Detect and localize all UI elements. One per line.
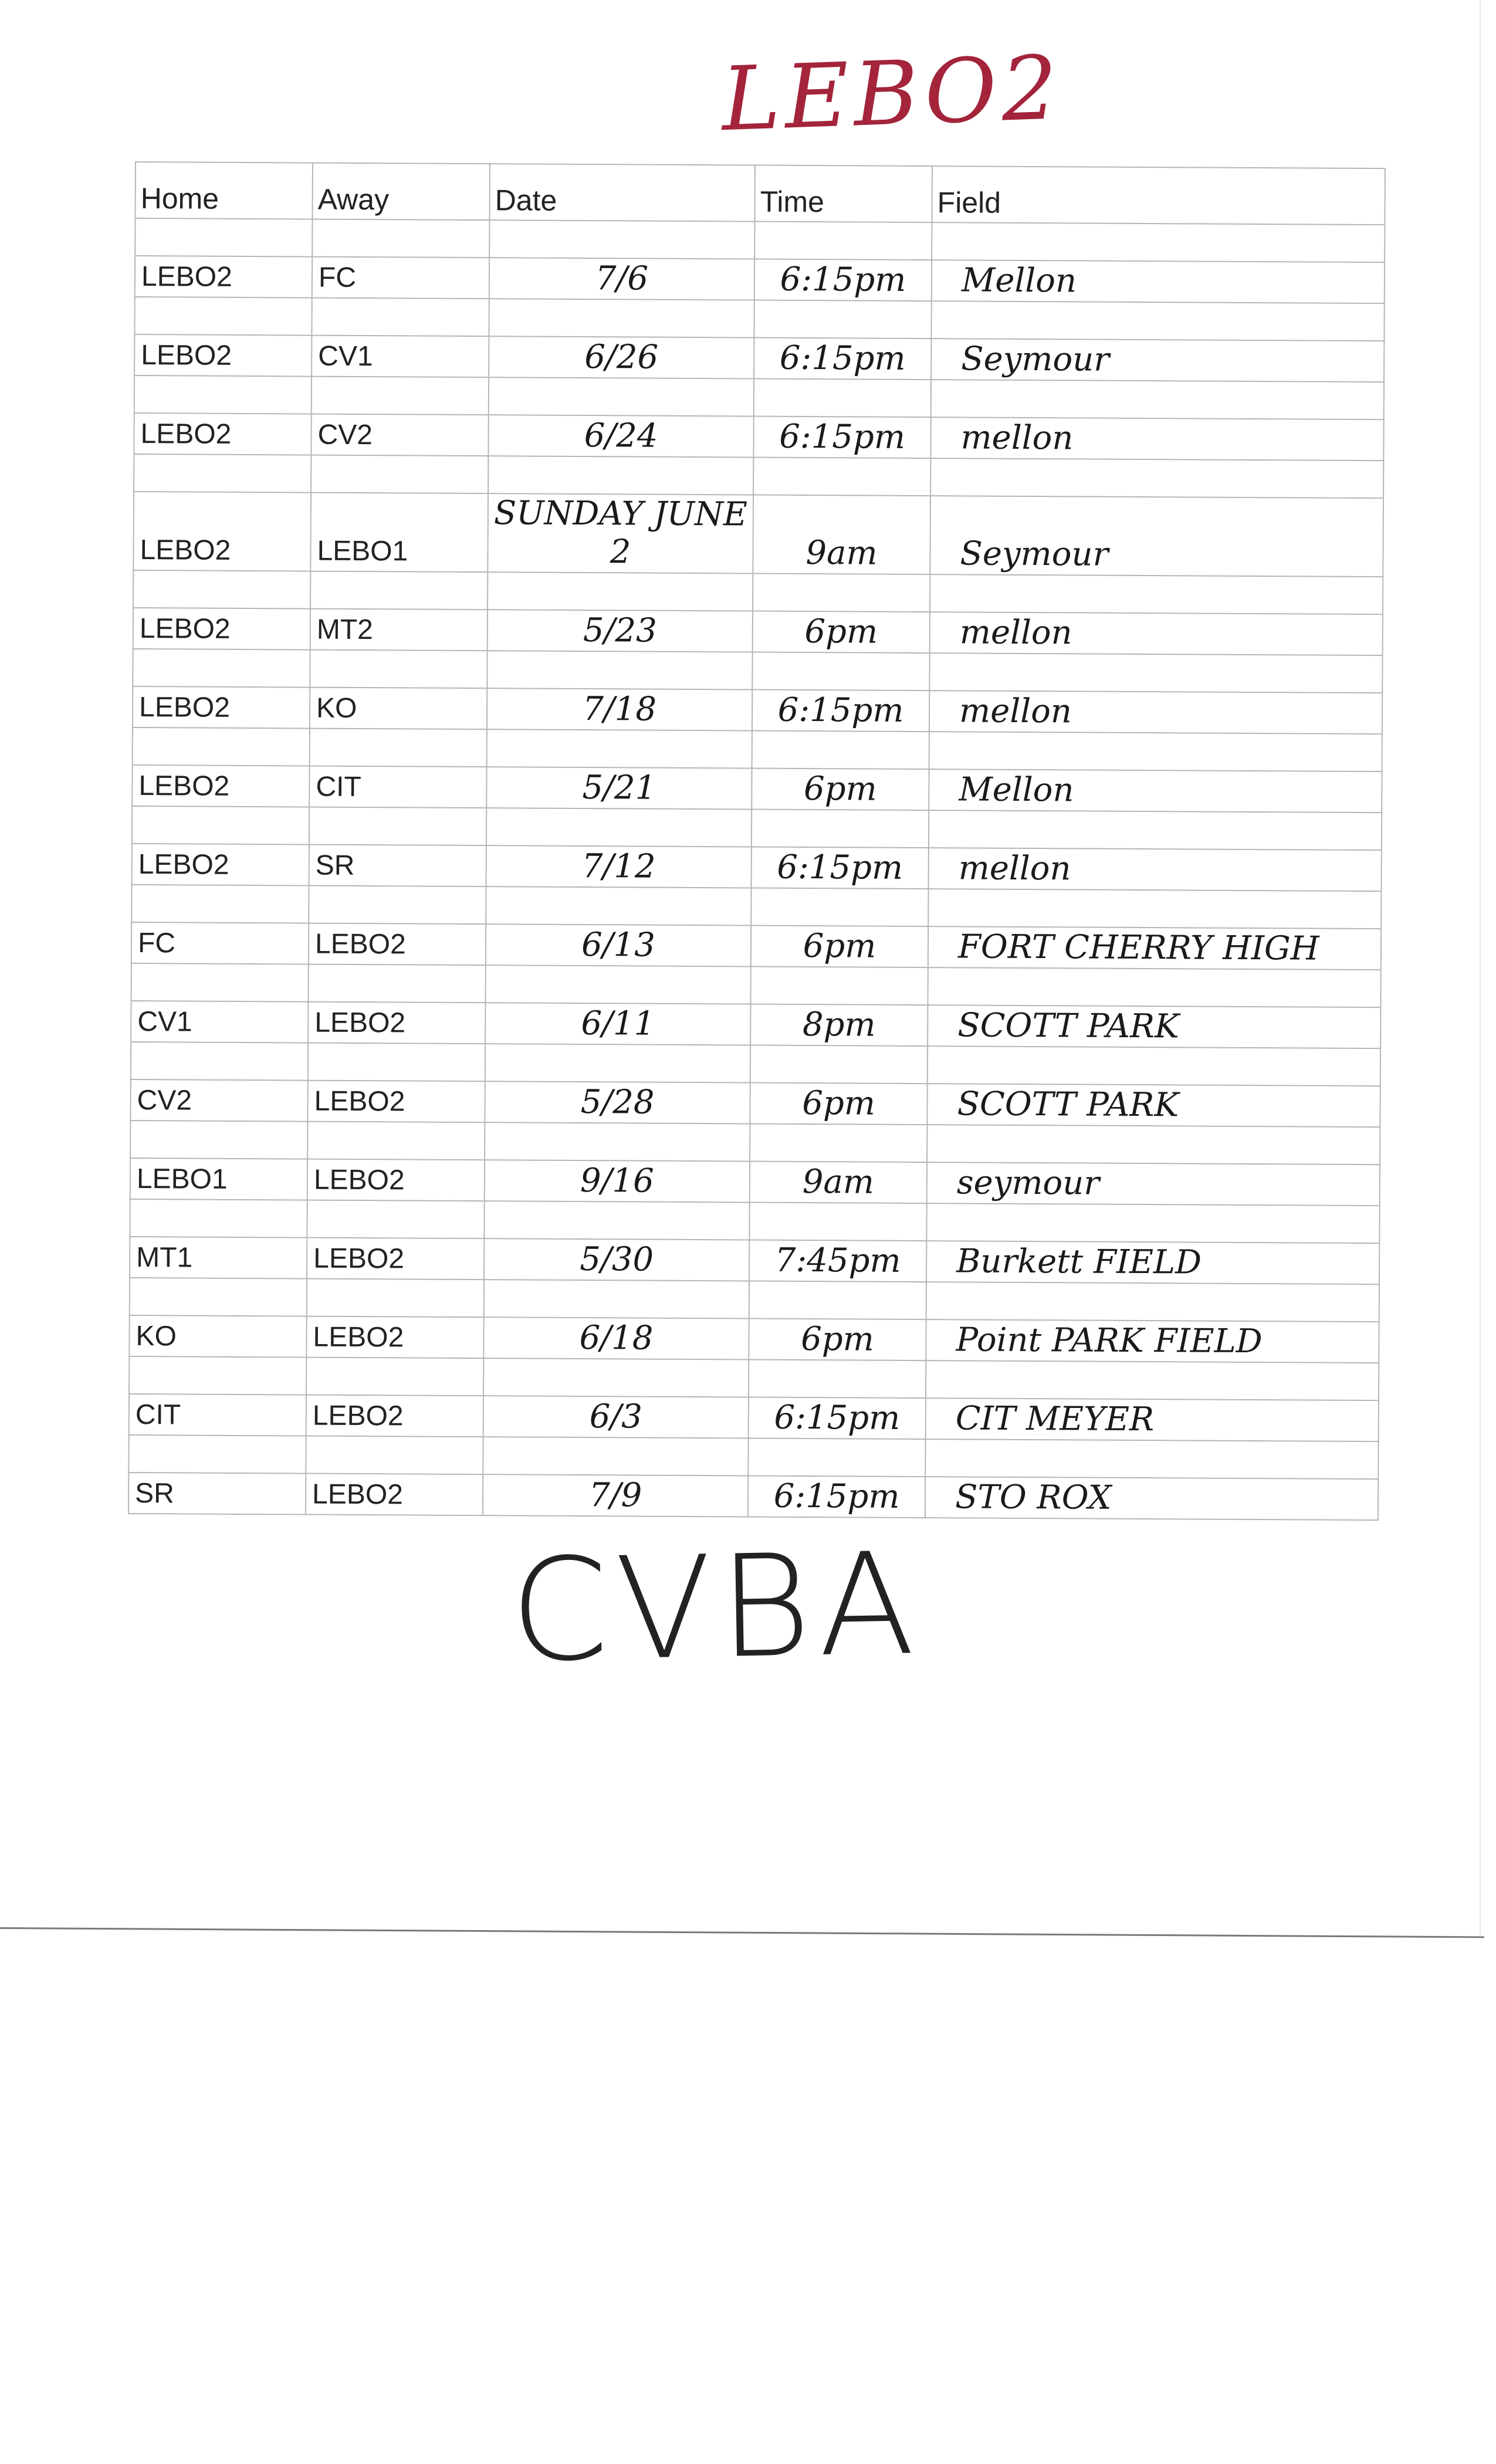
date-cell: 6/18 — [483, 1317, 749, 1359]
field-cell: Seymour — [931, 339, 1384, 382]
empty-cell — [488, 572, 753, 611]
empty-cell — [130, 1278, 307, 1316]
empty-cell — [928, 1046, 1380, 1086]
empty-cell — [133, 570, 310, 609]
field-cell: Mellon — [932, 260, 1385, 303]
time-cell: 6:15pm — [752, 690, 929, 732]
game-row — [128, 1473, 1378, 1520]
scan-edge — [1480, 0, 1481, 1936]
empty-cell — [128, 1435, 306, 1474]
header-time: Time — [754, 165, 932, 223]
empty-cell — [931, 380, 1384, 419]
header-away: Away — [312, 163, 489, 221]
away-team-cell: LEBO2 — [307, 1159, 485, 1201]
home-team-cell: LEBO2 — [132, 765, 309, 807]
empty-cell — [306, 1358, 483, 1396]
home-team-cell: LEBO2 — [132, 844, 309, 886]
away-team-cell: MT2 — [310, 609, 488, 651]
field-cell: mellon — [930, 612, 1383, 655]
date-cell: SUNDAY JUNE 2 — [488, 493, 753, 573]
field-cell: STO ROX — [925, 1477, 1378, 1520]
time-cell: 6:15pm — [752, 847, 929, 889]
away-team-cell: CV2 — [311, 414, 488, 456]
field-cell: mellon — [929, 691, 1382, 734]
home-team-cell: LEBO2 — [135, 256, 312, 298]
empty-cell — [485, 965, 750, 1004]
field-cell: mellon — [930, 417, 1383, 461]
empty-cell — [929, 732, 1382, 771]
empty-cell — [307, 1200, 484, 1239]
time-cell: 6:15pm — [754, 259, 932, 302]
empty-cell — [312, 298, 489, 337]
field-cell: seymour — [927, 1162, 1380, 1206]
row-spacer — [135, 218, 1385, 262]
game-row — [129, 1394, 1379, 1441]
home-team-cell: MT1 — [130, 1237, 307, 1279]
game-row — [133, 492, 1383, 577]
empty-cell — [131, 885, 309, 923]
empty-cell — [748, 1439, 925, 1477]
empty-cell — [930, 458, 1383, 498]
handwritten-league-footer: CVBA — [509, 1521, 923, 1694]
game-row — [133, 608, 1383, 655]
empty-cell — [131, 963, 309, 1002]
home-team-cell: LEBO1 — [130, 1158, 307, 1200]
empty-cell — [487, 651, 752, 689]
empty-cell — [930, 574, 1383, 614]
field-cell: CIT MEYER — [926, 1398, 1379, 1441]
page-bottom-edge-line — [0, 1927, 1484, 1938]
date-cell: 7/12 — [486, 845, 752, 888]
away-team-cell: FC — [312, 257, 489, 299]
handwritten-team-title: LEBO2 — [720, 37, 1064, 151]
header-field: Field — [932, 166, 1385, 225]
header-row — [135, 162, 1385, 225]
row-spacer — [133, 570, 1383, 614]
empty-cell — [749, 1203, 926, 1241]
home-team-cell: LEBO2 — [133, 492, 311, 571]
date-cell: 5/30 — [484, 1238, 749, 1281]
empty-cell — [309, 807, 486, 846]
empty-cell — [130, 1199, 307, 1238]
time-cell: 6pm — [752, 769, 929, 811]
empty-cell — [312, 377, 489, 415]
date-cell: 7/6 — [489, 258, 754, 300]
time-cell: 6:15pm — [753, 417, 930, 459]
away-team-cell: LEBO2 — [306, 1395, 483, 1437]
empty-cell — [928, 967, 1380, 1007]
empty-cell — [752, 810, 929, 848]
empty-cell — [926, 1360, 1379, 1400]
row-spacer — [130, 1278, 1379, 1322]
game-row — [135, 256, 1385, 303]
empty-cell — [485, 1044, 750, 1082]
date-cell: 6/24 — [488, 415, 753, 457]
field-cell: SCOTT PARK — [927, 1084, 1380, 1127]
header-date: Date — [489, 164, 754, 221]
empty-cell — [310, 650, 487, 689]
field-cell: Point PARK FIELD — [926, 1319, 1379, 1363]
row-spacer — [130, 1121, 1380, 1165]
empty-cell — [750, 1045, 928, 1084]
game-row — [129, 1315, 1379, 1363]
empty-cell — [485, 1122, 750, 1161]
empty-cell — [308, 1043, 485, 1082]
home-team-cell: LEBO2 — [134, 413, 311, 455]
empty-cell — [752, 652, 929, 691]
date-cell: 5/28 — [485, 1081, 750, 1123]
away-team-cell: LEBO2 — [307, 1081, 485, 1123]
empty-cell — [309, 886, 486, 925]
game-row — [131, 922, 1381, 970]
empty-cell — [751, 888, 928, 927]
row-spacer — [129, 1356, 1379, 1400]
empty-cell — [310, 729, 487, 767]
empty-cell — [753, 574, 930, 612]
empty-cell — [134, 375, 312, 414]
date-cell: 9/16 — [485, 1160, 750, 1202]
away-team-cell: LEBO2 — [306, 1474, 483, 1516]
empty-cell — [134, 297, 312, 336]
empty-cell — [749, 1360, 926, 1399]
empty-cell — [754, 300, 931, 339]
empty-cell — [752, 731, 929, 770]
row-spacer — [131, 1042, 1380, 1086]
away-team-cell: KO — [310, 688, 487, 730]
field-cell: Mellon — [929, 769, 1382, 813]
empty-cell — [307, 1122, 485, 1160]
away-team-cell: CIT — [309, 766, 486, 808]
away-team-cell: LEBO1 — [310, 493, 488, 573]
empty-cell — [489, 299, 754, 337]
time-cell: 6:15pm — [748, 1476, 925, 1518]
date-cell: 7/18 — [487, 688, 752, 730]
field-cell: SCOTT PARK — [928, 1005, 1380, 1048]
date-cell: 5/21 — [486, 767, 752, 809]
empty-cell — [487, 729, 752, 768]
time-cell: 6pm — [753, 611, 930, 654]
empty-cell — [750, 1124, 927, 1163]
away-team-cell: SR — [309, 845, 486, 887]
schedule-table — [128, 161, 1385, 1521]
game-row — [131, 1001, 1380, 1048]
header-home: Home — [135, 162, 312, 219]
away-team-cell: CV1 — [312, 336, 489, 378]
field-cell: Seymour — [930, 496, 1383, 577]
away-team-cell: LEBO2 — [308, 1002, 485, 1044]
empty-cell — [489, 220, 754, 259]
date-cell: 6/13 — [486, 924, 751, 966]
row-spacer — [131, 885, 1381, 929]
away-team-cell: LEBO2 — [309, 923, 486, 966]
row-spacer — [133, 649, 1382, 693]
date-cell: 6/26 — [489, 336, 754, 378]
empty-cell — [306, 1436, 483, 1475]
row-spacer — [130, 1199, 1379, 1243]
game-row — [132, 765, 1382, 813]
row-spacer — [132, 806, 1382, 850]
empty-cell — [134, 454, 311, 493]
time-cell: 6pm — [750, 1083, 927, 1125]
empty-cell — [131, 1042, 308, 1081]
game-row — [130, 1237, 1379, 1284]
empty-cell — [926, 1282, 1379, 1322]
away-team-cell: LEBO2 — [306, 1316, 483, 1359]
game-row — [133, 686, 1382, 734]
empty-cell — [927, 1125, 1380, 1165]
home-team-cell: CV2 — [130, 1079, 307, 1122]
empty-cell — [311, 455, 488, 494]
empty-cell — [307, 1279, 484, 1318]
field-cell: FORT CHERRY HIGH — [928, 926, 1381, 970]
row-spacer — [134, 297, 1384, 341]
date-cell: 6/3 — [483, 1396, 749, 1438]
row-spacer — [134, 454, 1383, 498]
empty-cell — [928, 889, 1381, 929]
empty-cell — [754, 379, 931, 418]
empty-cell — [484, 1280, 749, 1318]
game-row — [132, 844, 1382, 891]
empty-cell — [750, 967, 928, 1006]
time-cell: 8pm — [750, 1004, 928, 1047]
empty-cell — [483, 1437, 748, 1475]
empty-cell — [932, 222, 1385, 262]
field-cell: Burkett FIELD — [926, 1241, 1379, 1284]
away-team-cell: LEBO2 — [307, 1238, 484, 1280]
time-cell: 9am — [753, 495, 930, 575]
time-cell: 6:15pm — [754, 338, 931, 380]
game-row — [134, 413, 1383, 461]
empty-cell — [486, 886, 751, 925]
game-row — [130, 1158, 1380, 1206]
time-cell: 6:15pm — [749, 1397, 926, 1440]
date-cell: 6/11 — [485, 1003, 750, 1045]
empty-cell — [135, 218, 312, 257]
date-cell: 7/9 — [483, 1474, 748, 1517]
empty-cell — [486, 808, 752, 847]
empty-cell — [483, 1358, 749, 1397]
home-team-cell: LEBO2 — [134, 334, 312, 377]
empty-cell — [929, 810, 1382, 850]
empty-cell — [133, 727, 310, 766]
home-team-cell: KO — [129, 1315, 306, 1358]
empty-cell — [754, 222, 932, 260]
game-row — [134, 334, 1384, 382]
time-cell: 7:45pm — [749, 1240, 926, 1282]
empty-cell — [309, 964, 486, 1003]
time-cell: 6pm — [749, 1319, 926, 1361]
empty-cell — [132, 806, 309, 845]
empty-cell — [929, 653, 1382, 693]
empty-cell — [925, 1439, 1378, 1479]
home-team-cell: CIT — [129, 1394, 306, 1436]
home-team-cell: FC — [131, 922, 309, 964]
time-cell: 6pm — [751, 926, 928, 968]
home-team-cell: SR — [128, 1473, 306, 1515]
empty-cell — [926, 1203, 1379, 1243]
empty-cell — [488, 456, 753, 495]
empty-cell — [312, 219, 489, 258]
empty-cell — [753, 458, 930, 496]
field-cell: mellon — [929, 848, 1382, 891]
empty-cell — [489, 377, 754, 416]
empty-cell — [749, 1281, 926, 1320]
home-team-cell: LEBO2 — [133, 686, 310, 729]
game-row — [130, 1079, 1380, 1127]
empty-cell — [129, 1356, 306, 1395]
empty-cell — [484, 1201, 749, 1240]
row-spacer — [128, 1435, 1378, 1479]
empty-cell — [130, 1121, 307, 1159]
empty-cell — [931, 301, 1384, 341]
row-spacer — [131, 963, 1381, 1007]
empty-cell — [310, 571, 488, 610]
home-team-cell: CV1 — [131, 1001, 308, 1043]
date-cell: 5/23 — [488, 610, 753, 652]
row-spacer — [134, 375, 1384, 419]
row-spacer — [133, 727, 1382, 771]
home-team-cell: LEBO2 — [133, 608, 310, 650]
empty-cell — [133, 649, 310, 688]
time-cell: 9am — [750, 1162, 927, 1204]
